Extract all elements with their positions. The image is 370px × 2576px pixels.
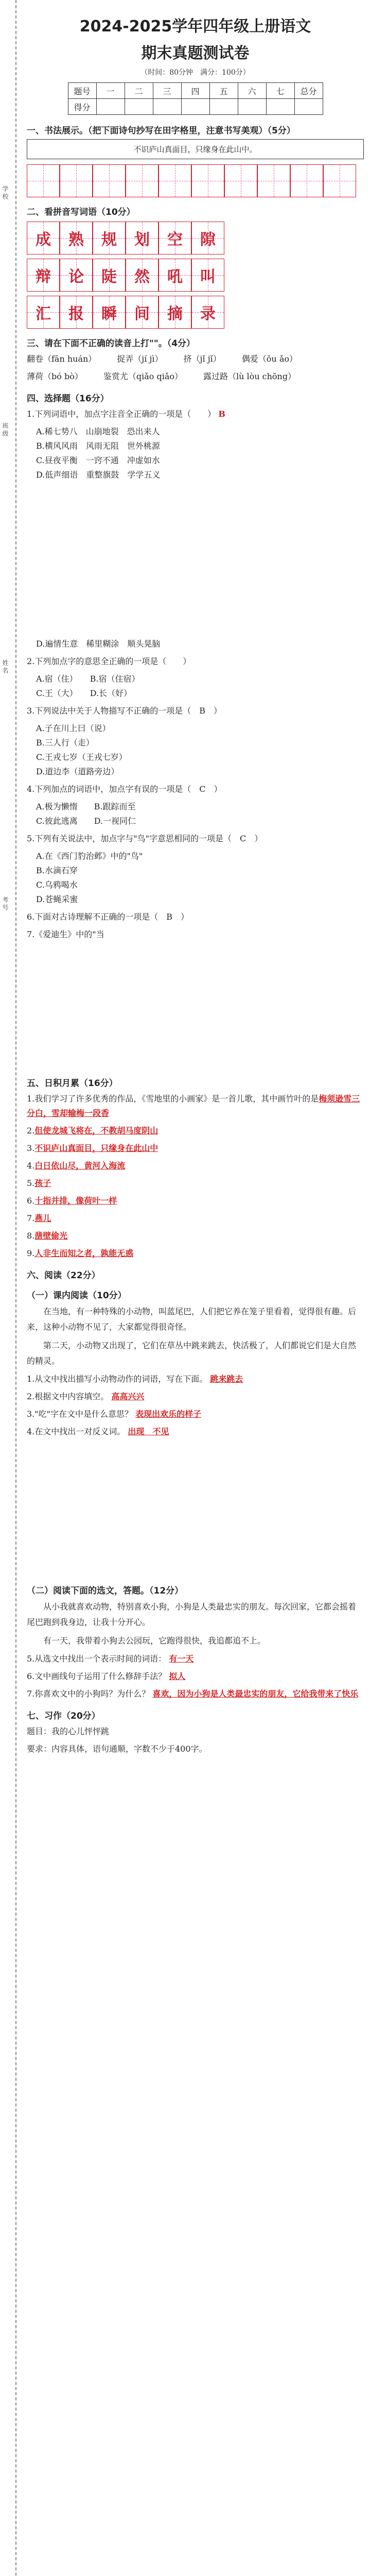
tian-grid[interactable] (27, 164, 364, 197)
answer: 表现出欢乐的样子 (135, 1409, 202, 1419)
question: 7.你喜欢文中的小狗吗？为什么？ 喜欢，因为小狗是人类最忠实的朋友，它给我带来了快乐 (27, 1689, 359, 1699)
answer-cell: 划 (126, 222, 158, 255)
tian-cell[interactable] (93, 164, 126, 197)
question: 6.下面对古诗理解不正确的一项是（ B ） (27, 912, 189, 922)
question: 6.十指并排，像荷叶一样 (27, 1196, 117, 1206)
question: 6.文中画线句子运用了什么修辞手法？ 拟人 (27, 1671, 186, 1681)
score-header-row (68, 83, 323, 99)
answer: 白日依山尽，黄河入海流 (34, 1161, 126, 1171)
answer-grid (27, 259, 364, 292)
section-title: 二、看拼音写词语（10分） (27, 207, 135, 217)
question: 8.凿壁偷光 (27, 1231, 68, 1241)
answer-cell: 空 (158, 222, 191, 255)
tian-cell[interactable] (126, 164, 158, 197)
answer-cell: 陡 (93, 259, 126, 292)
score-input-cell[interactable] (181, 99, 209, 115)
answer: 跳来跳去 (210, 1374, 243, 1384)
answer-cell: 吼 (158, 259, 191, 292)
answer: 不识庐山真面目，只缘身在此山中 (34, 1143, 158, 1153)
score-input-cell[interactable] (238, 99, 266, 115)
answer: 喜欢，因为小狗是人类最忠实的朋友，它给我带来了快乐 (152, 1689, 359, 1699)
option: A.子在川上曰（说） (36, 723, 111, 733)
answer-cell: 熟 (60, 222, 93, 255)
option: A.极为懒惰 B.跟踪而至 (36, 802, 136, 811)
question: 7.《爱迪生》中的"当 (27, 929, 104, 939)
margin-label-school: 学校 (2, 185, 9, 201)
score-cell: 七 (266, 83, 294, 99)
answer-cell: 瞬 (93, 296, 126, 329)
question: 1.从文中找出描写小动物动作的词语，写在下面。 跳来跳去 (27, 1374, 243, 1384)
exam-title: 2024-2025学年四年级上册语文 (79, 18, 311, 36)
score-cell: 五 (209, 83, 238, 99)
question: 7.燕儿 (27, 1213, 51, 1223)
tian-cell[interactable] (323, 164, 356, 197)
answer: 孩子 (34, 1178, 51, 1188)
option: B.三人行（走） (36, 738, 94, 748)
binding-rule (15, 0, 16, 2576)
option: C.乌鸦喝水 (36, 880, 78, 890)
answer: 人非生而知之者，孰能无惑 (34, 1248, 134, 1258)
question: 5.孩子 (27, 1178, 51, 1188)
subsection-title: （一）课内阅读（10分） (27, 1291, 127, 1301)
score-cell: 六 (238, 83, 266, 99)
option: B.横风风雨 风雨无阻 世外桃源 (36, 441, 160, 451)
exam-subtitle: 期末真题测试卷 (141, 44, 250, 62)
section-title: 五、日积月累（16分） (27, 1078, 118, 1089)
answer: 燕儿 (34, 1213, 51, 1223)
question: 5.下列有关说法中，加点字与"鸟"字意思相同的一项是（ C ） (27, 834, 263, 843)
answer-cell: 间 (126, 296, 158, 329)
option: D.苍蝇采蜜 (36, 894, 78, 904)
answer-cell: 汇 (27, 296, 60, 329)
tian-cell[interactable] (158, 164, 191, 197)
answer-cell: 然 (126, 259, 158, 292)
option: A.在《西门豹治邺》中的"鸟" (36, 851, 143, 861)
option: A.宿（住） B.宿（住宿） (36, 674, 140, 684)
answer-cell: 报 (60, 296, 93, 329)
passage: 从小我就喜欢动物，特别喜欢小狗，小狗是人类最忠实的朋友。每次回家，它都会摇着尾巴跑到我身边，让我十分开心。 (27, 1602, 357, 1627)
tian-cell[interactable] (257, 164, 290, 197)
question: 1.下列词语中，加点字注音全正确的一项是（ ） B (27, 409, 225, 419)
question: 3.不识庐山真面目，只缘身在此山中 (27, 1143, 158, 1153)
exam-meta: （时间：80分钟 满分：100分） (140, 69, 250, 77)
passage: 有一天，我带着小狗去公园玩，它跑得很快，我追都追不上。 (43, 1636, 266, 1646)
option: C.昼夜平衡 一窍不通 冲虚如水 (36, 455, 160, 465)
tian-cell[interactable] (27, 164, 60, 197)
section-title: 三、请在下面不正确的读音上打""。（4分） (27, 338, 196, 349)
question: 2.但使龙城飞将在，不教胡马度阴山 (27, 1126, 158, 1136)
question: 3."吃"字在文中是什么意思？ 表现出欢乐的样子 (27, 1409, 202, 1419)
pinyin-line: 薄荷（bó bò） 鉴赏尤（qiǎo qiǎo） 露过路（lù lòu chōng） (27, 371, 296, 381)
answer-cell: 成 (27, 222, 60, 255)
option: D.低声细语 重整旗鼓 学学五义 (36, 470, 161, 480)
score-input-cell[interactable] (209, 99, 238, 115)
question: 1.我们学习了许多优秀的作品，《雪地里的小画家》是一首儿歌，其中画竹叶的是梅须逊雪三分白，雪却输梅一段香 (27, 1094, 360, 1118)
score-cell: 得分 (68, 99, 96, 115)
margin-label-class: 班级 (2, 422, 9, 438)
section-title: 四、选择题（16分） (27, 394, 109, 404)
answer: 出现 不见 (128, 1427, 169, 1436)
passage: 第二天，小动物又出现了，它们在草丛中跳来跳去，快活极了，人们都说它们是大自然的精灵。 (27, 1341, 357, 1366)
section-title: 七、习作（20分） (27, 1711, 100, 1721)
spacer (27, 482, 364, 637)
score-value-row (68, 99, 323, 115)
tian-cell[interactable] (191, 164, 224, 197)
answer: 高高兴兴 (111, 1392, 145, 1401)
answer-cell: 叫 (191, 259, 224, 292)
score-input-cell[interactable] (294, 99, 323, 115)
question: 4.下列加点的词语中，加点字有误的一项是（ C ） (27, 784, 222, 794)
score-cell: 题号 (68, 83, 96, 99)
answer-cell: 辩 (27, 259, 60, 292)
answer: 有一天 (169, 1654, 194, 1664)
answer-cell: 摘 (158, 296, 191, 329)
question: 5.从选文中找出一个表示时间的词语： 有一天 (27, 1654, 194, 1664)
option: A.稀七势八 山崩地裂 恐出来人 (36, 427, 160, 436)
tian-cell[interactable] (224, 164, 257, 197)
answer: 梅须逊雪三分白，雪却输梅一段香 (27, 1094, 360, 1118)
binding-margin (0, 0, 24, 2576)
score-cell: 二 (125, 83, 153, 99)
answer: 但使龙城飞将在，不教胡马度阴山 (34, 1126, 158, 1136)
question: 2.下列加点字的意思全正确的一项是（ ） (27, 656, 191, 666)
answer-grid (27, 296, 364, 329)
option: D.遍情生意 稀里糊涂 顺头晃脑 (36, 639, 161, 649)
margin-label-id: 考号 (2, 896, 9, 912)
answer-cell: 隙 (191, 222, 224, 255)
score-cell: 一 (96, 83, 125, 99)
option: C.王戎七岁（王戎七岁） (36, 752, 127, 762)
question: 4.白日依山尽，黄河入海流 (27, 1161, 126, 1171)
score-table (68, 82, 323, 115)
answer-grid (27, 222, 364, 255)
answer: 拟人 (169, 1671, 186, 1681)
option: C.彼此逃离 D.一视同仁 (36, 816, 136, 826)
answer-cell: 论 (60, 259, 93, 292)
pinyin-line: 翻卷（fān huán） 捉弄（jí jì） 挤（jǐ jǐ） 偶爱（ǒu ǎo） (27, 354, 297, 364)
option: D.道边李（道路旁边） (36, 767, 119, 776)
exam-paper (27, 0, 364, 2576)
question: 2.根据文中内容填空。 高高兴兴 (27, 1392, 145, 1401)
answer: 十指并排，像荷叶一样 (34, 1196, 117, 1206)
score-cell: 总分 (294, 83, 323, 99)
answer: 凿壁偷光 (34, 1231, 68, 1241)
question: 9.人非生而知之者，孰能无惑 (27, 1248, 134, 1258)
question: 3.下列说法中关于人物描写不正确的一项是（ B ） (27, 706, 222, 716)
essay-hint: 要求：内容具体，语句通顺，字数不少于400字。 (27, 1744, 207, 1754)
margin-label-name: 姓名 (2, 659, 9, 675)
answer-cell: 规 (93, 222, 126, 255)
score-cell: 四 (181, 83, 209, 99)
section-title: 一、书法展示。（把下面诗句抄写在田字格里，注意书写美观）（5分） (27, 126, 295, 136)
tian-cell[interactable] (60, 164, 93, 197)
score-input-cell[interactable] (153, 99, 181, 115)
answer-cell: 录 (191, 296, 224, 329)
essay-prompt: 题目：我的心儿怦怦跳 (27, 1726, 110, 1736)
section-title: 六、阅读（22分） (27, 1270, 100, 1281)
answer: B (218, 409, 225, 419)
option: B.水滴石穿 (36, 866, 78, 875)
score-cell: 三 (153, 83, 181, 99)
score-input-cell[interactable] (96, 99, 125, 115)
score-input-cell[interactable] (266, 99, 294, 115)
spacer (27, 945, 364, 1069)
passage: 在当地，有一种特殊的小动物，叫蓝尾巴，人们把它养在笼子里看着，觉得很有趣。后来，这种小动物不见了，大家都觉得很奇怪。 (27, 1307, 357, 1332)
subsection-title: （二）阅读下面的选文，答题。（12分） (27, 1586, 184, 1596)
option: C.王（大） D.长（好） (36, 688, 132, 698)
poem-box: 不识庐山真面目，只缘身在此山中。 (27, 139, 364, 159)
spacer (27, 1442, 364, 1576)
score-input-cell[interactable] (125, 99, 153, 115)
tian-cell[interactable] (290, 164, 323, 197)
question: 4.在文中找出一对反义词。 出现 不见 (27, 1427, 169, 1436)
